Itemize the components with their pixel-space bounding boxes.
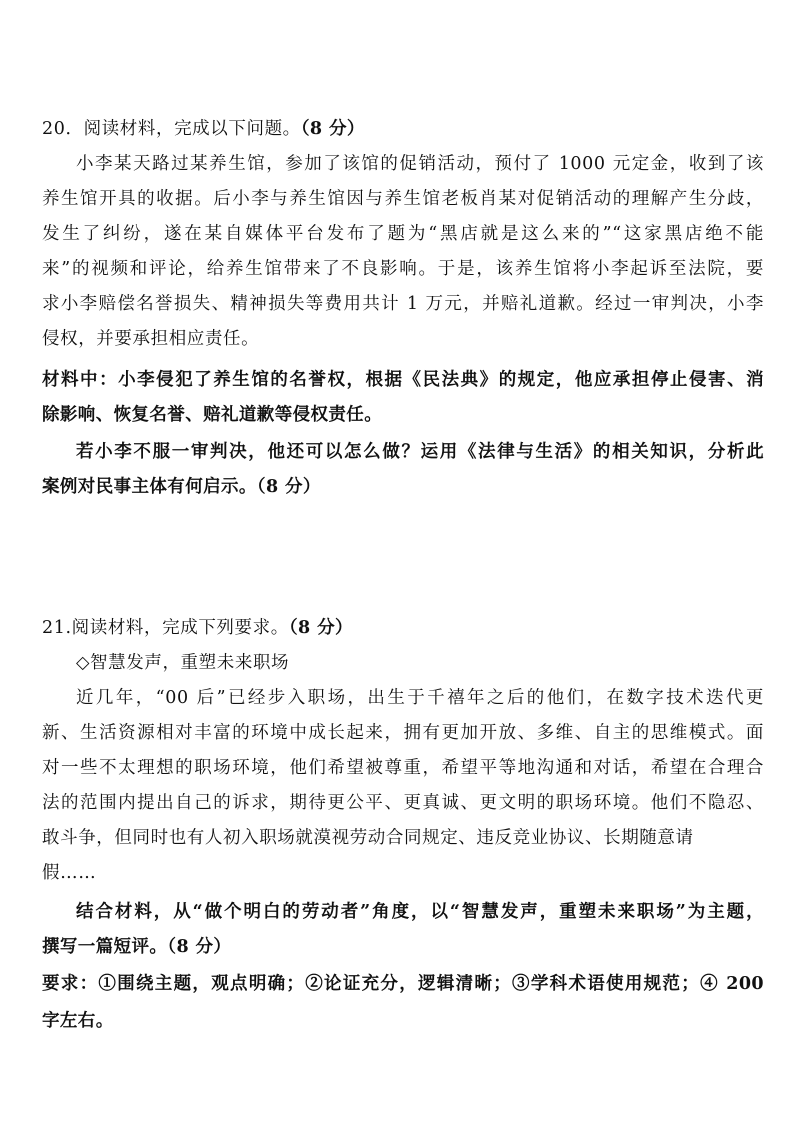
q21-heading-score: （8 分） [288, 618, 353, 638]
q20-material-line-3: 发生了纠纷，遂在某自媒体平台发布了题为“黑店就是这么来的”“这家黑店绝不能 [42, 224, 764, 244]
q21-question-line-2: 撰写一篇短评。（8 分） [42, 937, 232, 957]
q20-material-line-1: 小李某天路过某养生馆，参加了该馆的促销活动，预付了 1000 元定金，收到了该 [76, 154, 764, 174]
q20-heading-score: （8 分） [300, 119, 365, 139]
q21-heading [42, 617, 762, 639]
q21-material-line-4: 法的范围内提出自己的诉求，期待更公平、更真诚、更文明的职场环境。他们不隐忍、 [42, 793, 764, 813]
q21-heading-text: 21.阅读材料，完成下列要求。 [42, 618, 289, 638]
q20-material-line-6: 侵权，并要承担相应责任。 [42, 329, 260, 349]
q20-question-line-2: 案例对民事主体有何启示。（8 分） [42, 477, 321, 497]
q20-material-line-5: 求小李赔偿名誉损失、精神损失等费用共计 1 万元，并赔礼道歉。经过一审判决，小李 [42, 294, 764, 314]
q21-material-line-5: 敢斗争，但同时也有人初入职场就漠视劳动合同规定、违反竞业协议、长期随意请 [42, 828, 694, 848]
q20-material-line-2: 养生馆开具的收据。后小李与养生馆因与养生馆老板肖某对促销活动的理解产生分歧， [42, 189, 764, 209]
q21-material-line-3: 对一些不太理想的职场环境，他们希望被尊重，希望平等地沟通和对话，希望在合理合 [42, 758, 764, 778]
q21-subtitle: ◇智慧发声，重塑未来职场 [76, 653, 290, 673]
q20-material-line-4: 来”的视频和评论，给养生馆带来了不良影响。于是，该养生馆将小李起诉至法院，要 [42, 259, 764, 279]
q20-heading-text: 20．阅读材料，完成以下问题。 [42, 119, 301, 139]
q21-requirements-line-2: 字左右。 [42, 1011, 114, 1031]
q20-heading [42, 118, 762, 140]
q21-material-line-1: 近几年，“00 后”已经步入职场，出生于千禧年之后的他们，在数字技术迭代更 [76, 688, 764, 708]
q21-requirements-line-1: 要求：①围绕主题，观点明确；②论证充分，逻辑清晰；③学科术语使用规范；④ 200 [42, 974, 764, 994]
q20-question-line-1: 若小李不服一审判决，他还可以怎么做？运用《法律与生活》的相关知识，分析此 [76, 442, 764, 462]
q21-question-line-1: 结合材料，从“做个明白的劳动者”角度，以“智慧发声，重塑未来职场”为主题， [76, 902, 764, 922]
q20-bold-material-line-1: 材料中：小李侵犯了养生馆的名誉权，根据《民法典》的规定，他应承担停止侵害、消 [42, 370, 764, 390]
q21-material-line-2: 新、生活资源相对丰富的环境中成长起来，拥有更加开放、多维、自主的思维模式。面 [42, 723, 764, 743]
q21-material-line-6: 假…… [42, 863, 97, 883]
q20-bold-material-line-2: 除影响、恢复名誉、赔礼道歉等侵权责任。 [42, 405, 383, 425]
